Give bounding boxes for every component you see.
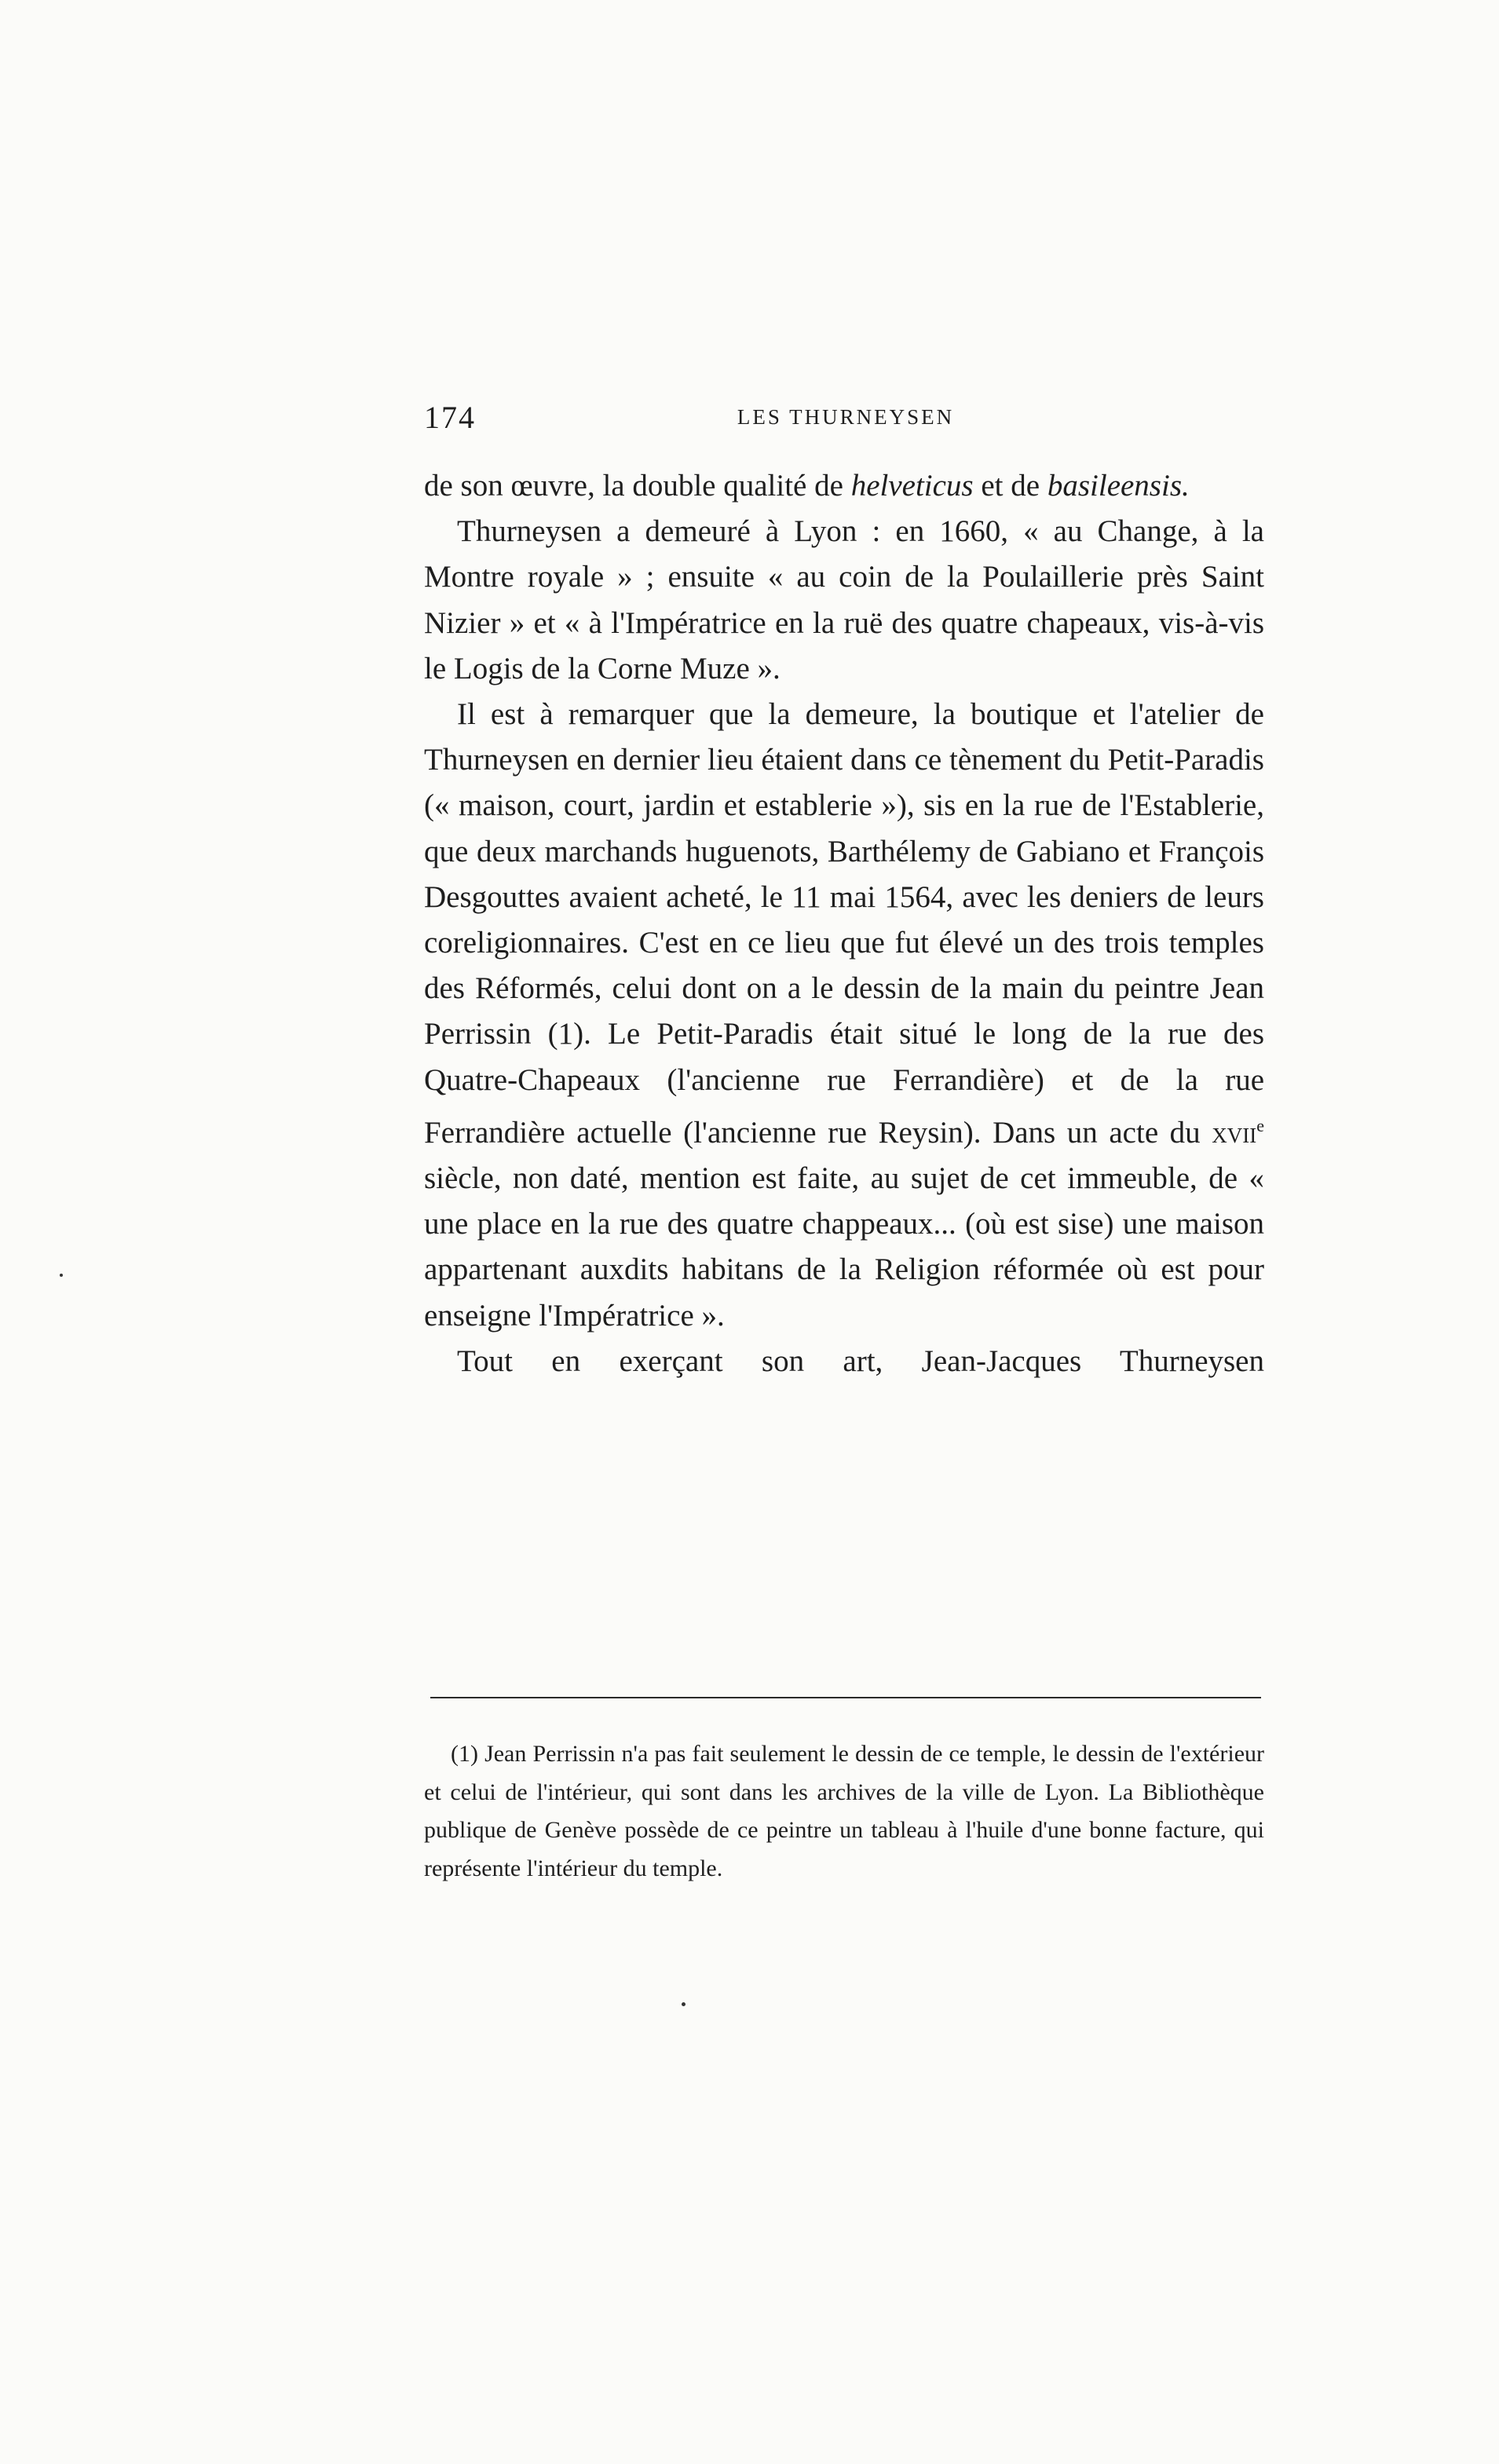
paragraph-3-text-a: Il est à remarquer que la demeure, la boutique et l'atelier de Thurneysen en dernier lieu étaient dans ce tènement du Petit-Paradis (« maison, court, jardin et establerie »), sis en la rue de l'Establerie, que deux marchands huguenots, Barthélemy de Gabiano et François Desgouttes avaient acheté, le 11 mai 1564, avec les deniers de leurs coreligionnaires. C'est en ce lieu que fut élevé un des trois temples des Réformés, celui dont on a le dessin de la main du peintre Jean Perrissin (1). Le Petit-Paradis était situé le long de la rue des Quatre-Chapeaux (l'ancienne rue Ferrandière) et de la rue Ferrandière actuelle (l'ancienne rue Reysin). Dans un acte du	[424, 697, 1264, 1150]
page-header	[424, 399, 1267, 446]
paragraph-1-italic-helveticus: helveticus	[850, 469, 974, 503]
ink-speck	[60, 1274, 63, 1277]
paragraph-1-text-a: de son œuvre, la double qualité de	[424, 469, 851, 503]
paragraph-3-century: xvii	[1212, 1115, 1257, 1150]
paragraph-3-century-sup: e	[1256, 1115, 1264, 1135]
paragraph-3	[424, 692, 1264, 1339]
page-number: 174	[424, 400, 476, 435]
paragraph-4: Tout en exerçant son art, Jean-Jacques Thurneysen	[457, 1344, 1264, 1378]
ink-speck	[682, 2002, 686, 2006]
paragraph-1-italic-basileensis: basileensis.	[1047, 469, 1190, 503]
paragraph-1	[424, 463, 1264, 509]
paragraph-3-text-b: siècle, non daté, mention est faite, au sujet de cet immeuble, de « une place en la rue des quatre chappeaux... (où est sise) une maison appartenant auxdits habitans de la Religion réformée où est pour enseigne l'Impératrice ».	[424, 1161, 1264, 1333]
footnote-rule	[430, 1697, 1261, 1698]
running-head: LES THURNEYSEN	[737, 405, 955, 429]
footnote-text: (1) Jean Perrissin n'a pas fait seulement le dessin de ce temple, le dessin de l'extérieur et celui de l'intérieur, qui sont dans les archives de la ville de Lyon. La Bibliothèque publique de Genève possède de ce peintre un tableau à l'huile d'une bonne facture, qui représente l'intérieur du temple.	[424, 1741, 1264, 1881]
paragraph-2: Thurneysen a demeuré à Lyon : en 1660, « au Change, à la Montre royale » ; ensuite « au coin de la Poulaillerie près Saint Nizier » et « à l'Impératrice en la ruë des quatre chapeaux, vis-à-vis le Logis de la Corne Muze ».	[424, 514, 1264, 685]
footnote	[424, 1735, 1264, 1888]
body-text	[424, 463, 1264, 1384]
paragraph-1-text-b: et de	[973, 469, 1047, 503]
